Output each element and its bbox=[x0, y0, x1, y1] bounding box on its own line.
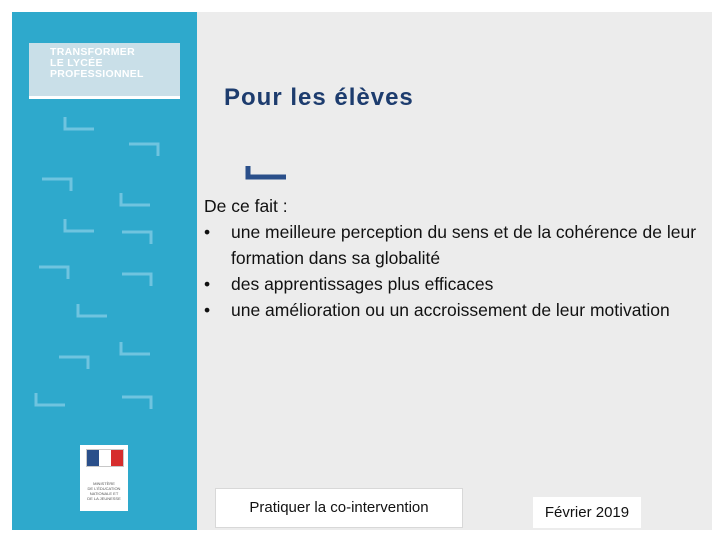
slide-body bbox=[204, 193, 704, 323]
intro-text: De ce fait : bbox=[204, 196, 288, 216]
ministry-flag-icon bbox=[86, 449, 124, 467]
list-item: • une amélioration ou un accroissement de leur motivation bbox=[204, 297, 704, 323]
bracket-corner-icon bbox=[37, 263, 71, 281]
footer-topic: Pratiquer la co-intervention bbox=[215, 488, 463, 528]
bracket-corner-icon bbox=[127, 140, 161, 158]
bullet-list bbox=[204, 219, 704, 323]
bracket-corner-icon bbox=[33, 391, 67, 409]
transformer-logo bbox=[29, 43, 180, 99]
bracket-corner-icon bbox=[40, 175, 74, 193]
page-title: Pour les élèves bbox=[224, 84, 414, 111]
footer-date: Février 2019 bbox=[533, 497, 641, 528]
title-underline-mark bbox=[245, 165, 287, 181]
list-item: • des apprentissages plus efficaces bbox=[204, 271, 704, 297]
bracket-corner-icon bbox=[57, 353, 91, 371]
ministry-logo bbox=[80, 445, 128, 511]
list-item: • une meilleure perception du sens et de la cohérence de leur formation dans sa globalité bbox=[204, 219, 704, 271]
bracket-corner-icon bbox=[62, 115, 96, 133]
ministry-name: MINISTÈRE DE L'ÉDUCATION NATIONALE ET DE LA JEUNESSE bbox=[87, 481, 121, 501]
bracket-corner-icon bbox=[120, 228, 154, 246]
bracket-corner-icon bbox=[62, 217, 96, 235]
bracket-corner-icon bbox=[75, 302, 109, 320]
bracket-corner-icon bbox=[118, 340, 152, 358]
logo-text: TRANSFORMER LE LYCÉE PROFESSIONNEL bbox=[50, 46, 144, 80]
bracket-corner-icon bbox=[118, 191, 152, 209]
bracket-corner-icon bbox=[120, 393, 154, 411]
bracket-corner-icon bbox=[120, 270, 154, 288]
